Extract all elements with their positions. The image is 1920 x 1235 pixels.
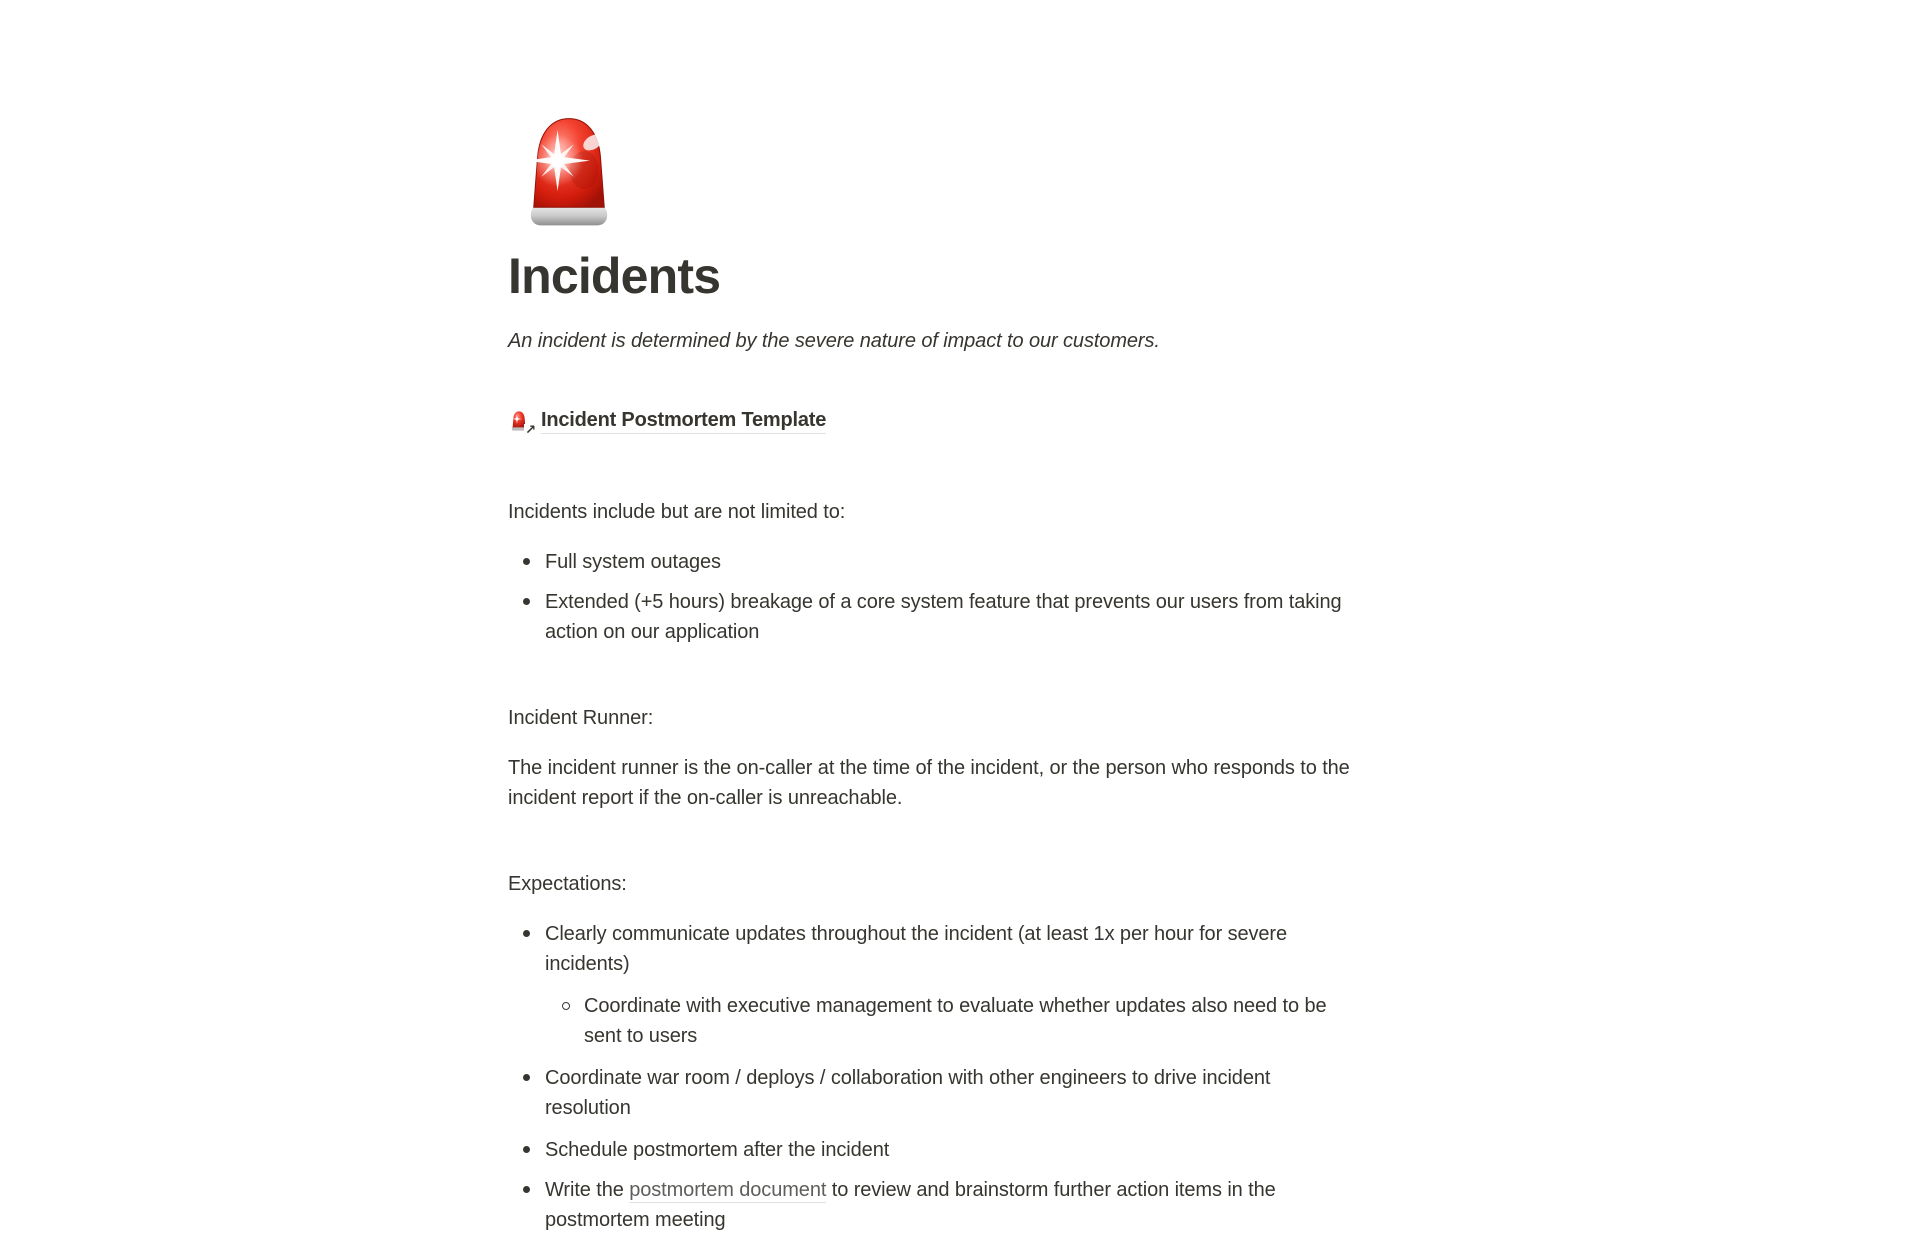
list-item-text: Schedule postmortem after the incident bbox=[545, 1139, 890, 1161]
write-bullet-prefix: Write the bbox=[545, 1179, 630, 1201]
list-item bbox=[508, 1063, 1400, 1123]
bullet-icon bbox=[508, 1175, 545, 1235]
bullet-icon bbox=[508, 919, 545, 979]
bullet-icon bbox=[508, 1063, 545, 1123]
bullet-icon bbox=[508, 547, 545, 577]
page-title: Incidents bbox=[508, 248, 721, 304]
postmortem-document-link[interactable]: postmortem document bbox=[629, 1179, 827, 1201]
page-subtitle: An incident is determined by the severe nature of impact to our customers. bbox=[508, 330, 1160, 352]
subpage-link-label: Incident Postmortem Template bbox=[541, 409, 826, 434]
list-item bbox=[508, 1135, 1400, 1165]
subpage-arrow-icon: ↗ bbox=[525, 422, 536, 437]
subpage-page-icon bbox=[508, 409, 536, 437]
list-item bbox=[508, 919, 1400, 979]
expectations-heading: Expectations: bbox=[508, 873, 627, 895]
list-item bbox=[508, 1175, 1400, 1235]
list-item-text: Clearly communicate updates throughout the incident (at least 1x per hour for severe incidents) bbox=[545, 923, 1288, 975]
intro-heading: Incidents include but are not limited to: bbox=[508, 501, 846, 523]
list-item-text: Full system outages bbox=[545, 551, 721, 573]
list-item-text: Extended (+5 hours) breakage of a core system feature that prevents our users from taking action on our application bbox=[545, 591, 1342, 643]
list-item bbox=[508, 587, 1400, 647]
list-item-text: Coordinate with executive management to evaluate whether updates also need to be sent to users bbox=[584, 995, 1327, 1047]
page-content-column bbox=[508, 0, 1400, 1235]
list-item-text bbox=[545, 1175, 1345, 1235]
list-item-text: Coordinate war room / deploys / collaboration with other engineers to drive incident resolution bbox=[545, 1067, 1271, 1119]
nested-list-item bbox=[508, 991, 1400, 1051]
runner-paragraph: The incident runner is the on-caller at the time of the incident, or the person who responds to the incident report if the on-caller is unreachable. bbox=[508, 757, 1350, 809]
bullet-icon bbox=[508, 1135, 545, 1165]
bullet-icon bbox=[508, 587, 545, 647]
write-bullet-suffix: to review and brainstorm further action items in the postmortem meeting bbox=[545, 1179, 1276, 1231]
subpage-link[interactable] bbox=[508, 406, 826, 436]
sub-bullet-icon bbox=[547, 991, 584, 1051]
page-icon[interactable] bbox=[508, 110, 630, 234]
police-light-icon bbox=[508, 110, 630, 234]
runner-heading: Incident Runner: bbox=[508, 707, 654, 729]
list-item bbox=[508, 547, 1400, 577]
